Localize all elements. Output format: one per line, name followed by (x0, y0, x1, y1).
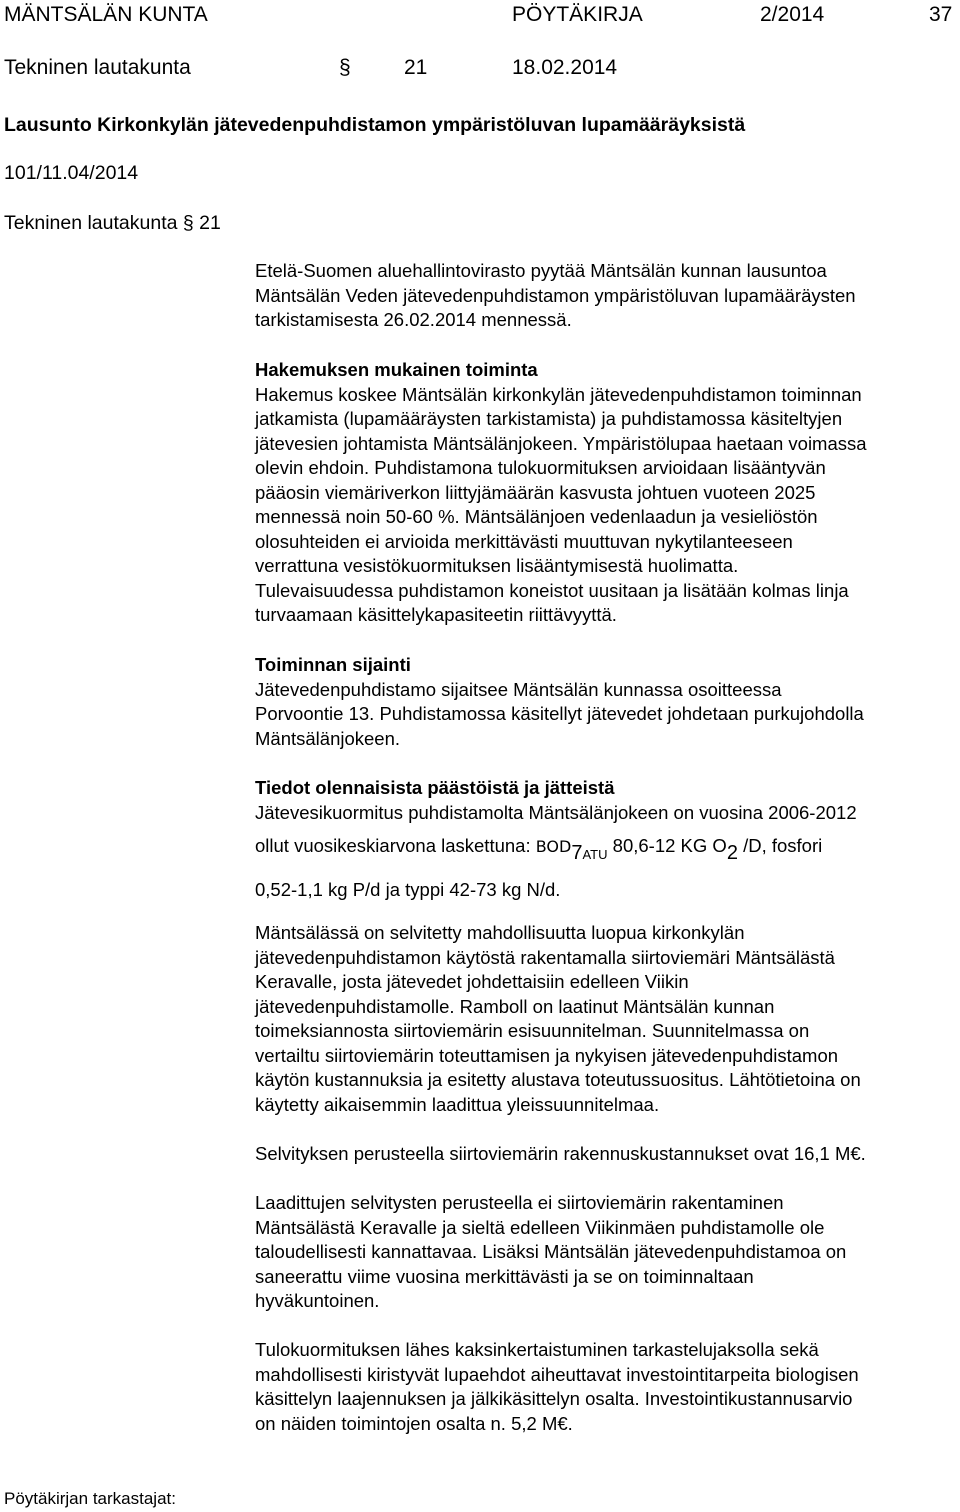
paragraph-line: saneerattu viime vuosina merkittävästi ja se on toiminnaltaan (255, 1265, 754, 1287)
paragraph-kannattavuus (255, 1191, 955, 1314)
emission-tail-text: /D, fosfori (737, 835, 823, 856)
section-line: olosuhteiden ei arvioida merkittävästi muuttuvan nykytilanteeseen (255, 530, 793, 552)
section-line: 0,52-1,1 kg P/d ja typpi 42-73 kg N/d. (255, 879, 561, 900)
section-line: Jätevesikuormitus puhdistamolta Mäntsälänjokeen on vuosina 2006-2012 (255, 801, 857, 823)
meeting-date: 18.02.2014 (512, 56, 618, 79)
intro-paragraph (255, 259, 955, 333)
paragraph-line: käytetty aikaisemmin laadittua yleissuunnitelmaa. (255, 1093, 660, 1115)
bod-subscript: ATU (582, 847, 608, 862)
paragraph-line: jätevedenpuhdistamolle. Ramboll on laatinut Mäntsälän kunnan (255, 995, 775, 1017)
paragraph-line: mahdollisesti kiristyvät lupaehdot aiheuttavat investointitarpeita biologisen (255, 1363, 859, 1385)
section-line: mennessä noin 50-60 %. Mäntsälänjoen vedenlaadun ja vesieliöstön (255, 506, 818, 527)
bod-label: BOD (535, 837, 572, 856)
paragraph-line: Keravalle, josta jätevedet johdettaisiin edelleen Viikin (255, 971, 689, 992)
intro-line: Etelä-Suomen aluehallintovirasto pyytää Mäntsälän kunnan lausuntoa (255, 260, 827, 281)
section-line: Jätevedenpuhdistamo sijaitsee Mäntsälän kunnassa osoitteessa (255, 678, 782, 700)
paragraph-line: hyväkuntoinen. (255, 1290, 380, 1311)
municipality-name: MÄNTSÄLÄN KUNTA (4, 3, 208, 26)
o2-subscript: 2 (726, 842, 738, 864)
paragraph-selvitys (255, 921, 955, 1117)
document-number: 2/2014 (760, 3, 825, 26)
paragraph-line: on näiden toimintojen osalta n. 5,2 M€. (255, 1412, 573, 1434)
section-line: verrattuna vesistökuormituksen lisääntymisestä huolimatta. (255, 555, 739, 576)
bod-seven: 7 (571, 842, 583, 864)
paragraph-line: vertailtu siirtoviemärin toteuttamisen ja nykyisen jätevedenpuhdistamon (255, 1044, 839, 1066)
section-paastot (255, 776, 955, 903)
section-heading: Toiminnan sijainti (255, 654, 411, 675)
paragraph-investoinnit (255, 1338, 955, 1436)
bod-value-text: 80,6-12 KG O (607, 835, 727, 856)
section-heading: Hakemuksen mukainen toiminta (255, 359, 538, 380)
paragraph-line: Selvityksen perusteella siirtoviemärin rakennuskustannukset ovat 16,1 M€. (255, 1143, 866, 1164)
emission-intro-text: ollut vuosikeskiarvona laskettuna: (255, 835, 536, 856)
section-line: jätevesien johtamista Mäntsälänjokeen. Ympäristölupaa haetaan voimassa (255, 432, 867, 454)
section-heading: Tiedot olennaisista päästöistä ja jätteistä (255, 777, 615, 798)
paragraph-line: Mäntsälässä on selvitetty mahdollisuutta luopua kirkonkylän (255, 922, 745, 943)
section-line: olevin ehdoin. Puhdistamona tulokuormituksen arvioidaan lisääntyvän (255, 457, 826, 478)
section-line: jatkamista (lupamääräysten tarkistamista) ja puhdistamossa käsiteltyjen (255, 408, 843, 429)
page-number: 37 (929, 3, 953, 26)
paragraph-line: Laadittujen selvitysten perusteella ei siirtoviemärin rakentaminen (255, 1192, 784, 1213)
paragraph-kustannukset (255, 1142, 955, 1167)
board-section-line: Tekninen lautakunta § 21 (4, 212, 221, 234)
paragraph-line: käytön kustannuksia ja esitetty alustava toteutussuositus. Lähtötietoina on (255, 1069, 861, 1090)
footer-reviewers-label: Pöytäkirjan tarkastajat: (4, 1489, 176, 1508)
section-hakemus (255, 358, 955, 628)
paragraph-line: taloudellisesti kannattavaa. Lisäksi Mäntsälän jätevedenpuhdistamoa on (255, 1241, 847, 1262)
paragraph-line: Mäntsälästä Keravalle ja sieltä edelleen Viikinmäen puhdistamolle ole (255, 1216, 825, 1238)
board-name: Tekninen lautakunta (4, 56, 191, 79)
reference-number: 101/11.04/2014 (4, 162, 139, 184)
document-type: PÖYTÄKIRJA (512, 3, 643, 26)
section-line: Tulevaisuudessa puhdistamon koneistot uusitaan ja lisätään kolmas linja (255, 579, 849, 601)
intro-line: tarkistamisesta 26.02.2014 mennessä. (255, 309, 572, 330)
paragraph-line: käsittelyn laajennuksen ja jälkikäsittelyn osalta. Investointikustannusarvio (255, 1388, 853, 1409)
section-line: Hakemus koskee Mäntsälän kirkonkylän jätevedenpuhdistamon toiminnan (255, 383, 862, 405)
emission-values-line (255, 833, 955, 868)
document-title: Lausunto Kirkonkylän jätevedenpuhdistamon ympäristöluvan lupamääräyksistä (4, 114, 746, 136)
section-line: Mäntsälänjokeen. (255, 727, 401, 749)
section-symbol: § (339, 56, 351, 79)
paragraph-line: toimeksiannosta siirtoviemärin esisuunnitelman. Suunnitelmassa on (255, 1020, 810, 1041)
intro-line: Mäntsälän Veden jätevedenpuhdistamon ympäristöluvan lupamääräysten (255, 284, 856, 306)
section-line: Porvoontie 13. Puhdistamossa käsitellyt jätevedet johdetaan purkujohdolla (255, 703, 864, 724)
section-line: pääosin viemäriverkon liittyjämäärän kasvusta johtuen vuoteen 2025 (255, 481, 816, 503)
section-sijainti (255, 653, 955, 751)
section-number: 21 (404, 56, 428, 79)
section-line: turvaamaan käsittelykapasiteetin riittävyyttä. (255, 604, 617, 625)
paragraph-line: Tulokuormituksen lähes kaksinkertaistuminen tarkastelujaksolla sekä (255, 1339, 819, 1360)
paragraph-line: jätevedenpuhdistamon käytöstä rakentamalla siirtoviemäri Mäntsälästä (255, 946, 835, 968)
